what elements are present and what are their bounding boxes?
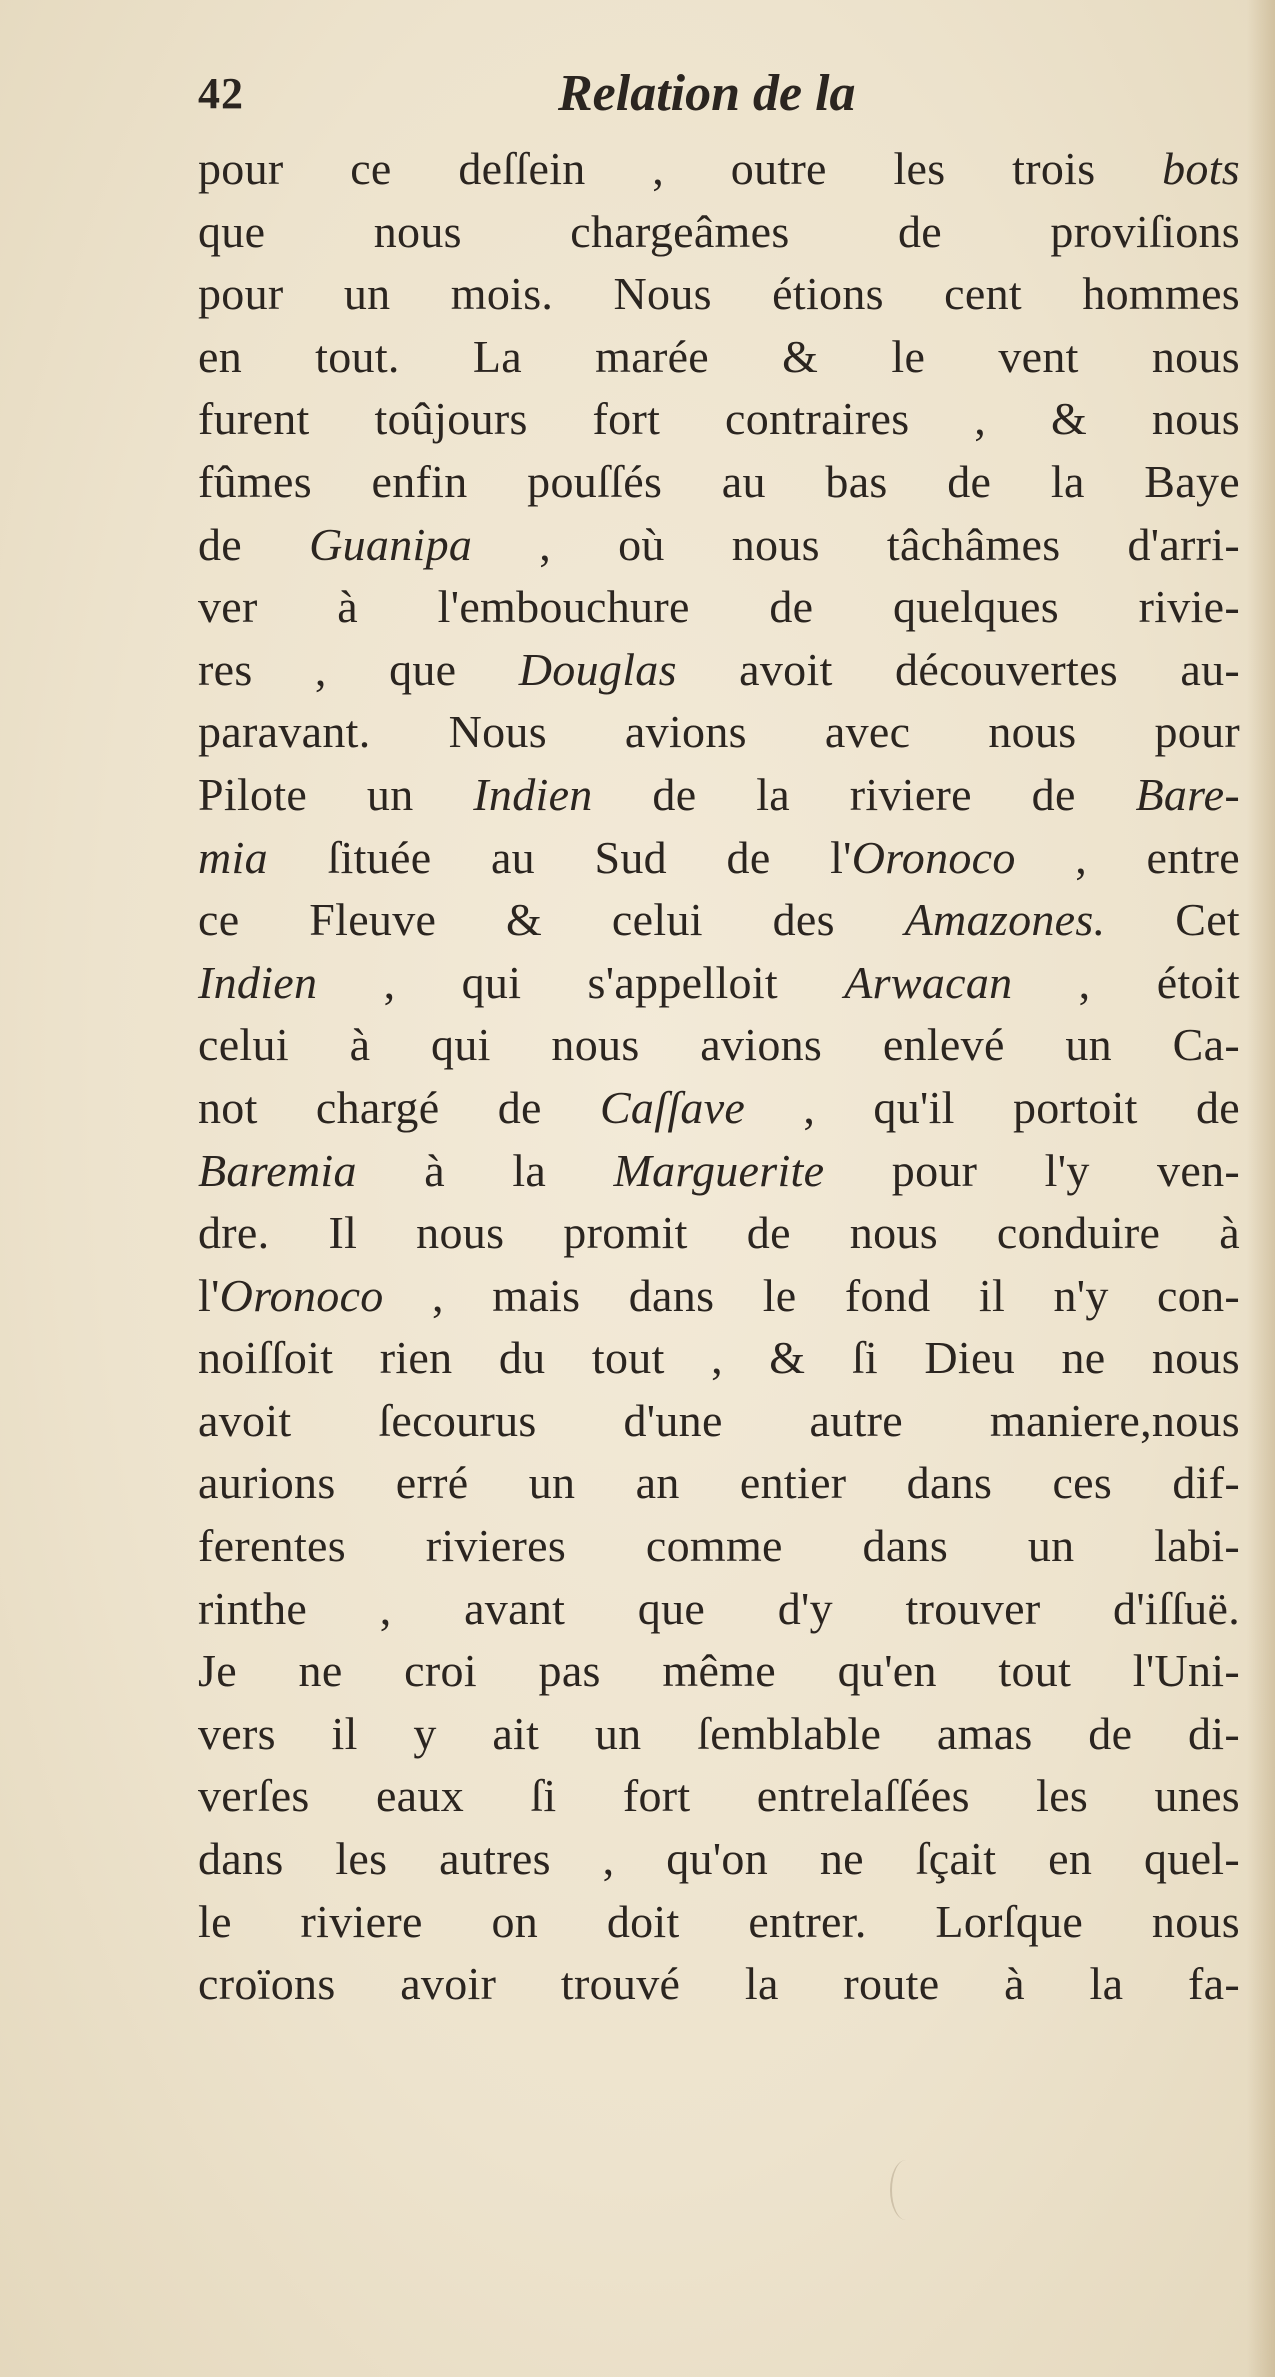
text-segment: , étoit — [1012, 956, 1240, 1008]
text-line — [198, 952, 1240, 1015]
text-segment: noiſſoit rien du tout , & ſi Dieu ne nous — [198, 1332, 1240, 1384]
text-segment: avoit ſecourus d'une autre maniere,nous — [198, 1394, 1240, 1446]
text-segment: paravant. Nous avions avec nous pour — [198, 706, 1240, 758]
italic-segment: Oronoco — [219, 1269, 384, 1321]
text-segment: pour un mois. Nous étions cent hommes — [198, 268, 1240, 320]
text-segment: pour l'y ven- — [824, 1144, 1240, 1196]
text-segment: croïons avoir trouvé la route à la fa- — [198, 1958, 1240, 2010]
text-line — [198, 1202, 1240, 1265]
text-segment: Je ne croi pas même qu'en tout l'Uni- — [198, 1645, 1240, 1697]
body-text — [198, 138, 1240, 2016]
italic-segment: Baremia — [198, 1144, 357, 1196]
text-line — [198, 701, 1240, 764]
text-segment: de — [198, 518, 310, 570]
text-line — [198, 1703, 1240, 1766]
text-segment: not chargé de — [198, 1081, 600, 1133]
text-line — [198, 1327, 1240, 1390]
italic-segment: Bare- — [1135, 768, 1240, 820]
paper-mark — [890, 2160, 922, 2220]
text-line — [198, 827, 1240, 890]
text-segment: , qui s'appelloit — [317, 956, 845, 1008]
text-segment: celui à qui nous avions enlevé un Ca- — [198, 1019, 1240, 1071]
text-line — [198, 1140, 1240, 1203]
text-line — [198, 1390, 1240, 1453]
text-segment: ver à l'embouchure de quelques rivie- — [198, 581, 1240, 633]
italic-segment: Caſſave — [599, 1081, 746, 1133]
text-segment: dans les autres , qu'on ne ſçait en quel- — [198, 1833, 1240, 1885]
text-line — [198, 451, 1240, 514]
text-line — [198, 1828, 1240, 1891]
text-segment: aurions erré un an entier dans ces dif- — [198, 1457, 1240, 1509]
text-segment: que nous chargeâmes de proviſions — [198, 205, 1240, 257]
text-segment: l' — [198, 1269, 220, 1321]
text-line — [198, 1891, 1240, 1954]
text-segment: en tout. La marée & le vent nous — [198, 330, 1240, 382]
text-line — [198, 263, 1240, 326]
text-segment: le riviere on doit entrer. Lorſque nous — [198, 1895, 1240, 1947]
italic-segment: mia — [198, 831, 268, 883]
italic-segment: Douglas — [518, 643, 677, 695]
text-segment: , qu'il portoit de — [745, 1081, 1241, 1133]
text-segment: rinthe , avant que d'y trouver d'iſſuë. — [198, 1582, 1240, 1634]
italic-segment: Indien — [198, 956, 318, 1008]
italic-segment: Marguerite — [613, 1144, 825, 1196]
text-line — [198, 1765, 1240, 1828]
italic-segment: Amazones. — [904, 894, 1106, 946]
text-segment: fûmes enfin pouſſés au bas de la Baye — [198, 455, 1240, 507]
text-segment: à la — [356, 1144, 614, 1196]
page-header — [198, 65, 1238, 138]
text-line — [198, 764, 1240, 827]
text-line — [198, 1077, 1240, 1140]
text-segment: pour ce deſſein , outre les trois — [198, 143, 1163, 194]
text-segment: de la riviere de — [592, 768, 1136, 820]
text-line — [198, 639, 1240, 702]
text-segment: avoit découvertes au- — [676, 643, 1240, 695]
text-segment: ferentes rivieres comme dans un labi- — [198, 1520, 1240, 1572]
text-segment: , où nous tâchâmes d'arri- — [472, 518, 1240, 570]
italic-segment: Guanipa — [309, 518, 473, 570]
italic-segment: Arwacan — [844, 956, 1013, 1008]
italic-segment: Indien — [473, 768, 593, 820]
italic-segment: bots — [1162, 143, 1240, 194]
text-segment: verſes eaux ſi fort entrelaſſées les unes — [198, 1770, 1240, 1822]
italic-segment: Oronoco — [851, 831, 1016, 883]
text-line — [198, 326, 1240, 389]
text-line — [198, 1640, 1240, 1703]
text-segment: Pilote un — [198, 768, 474, 820]
text-segment: furent toûjours fort contraires , & nous — [198, 393, 1240, 445]
text-segment: , entre — [1015, 831, 1240, 883]
text-segment: vers il y ait un ſemblable amas de di- — [198, 1707, 1240, 1759]
text-line — [198, 1515, 1240, 1578]
text-line — [198, 201, 1240, 264]
text-segment: , mais dans le fond il n'y con- — [383, 1269, 1240, 1321]
running-head: Relation de la — [558, 65, 856, 122]
text-segment: Cet — [1105, 894, 1240, 946]
text-line — [198, 138, 1240, 201]
text-line — [198, 1014, 1240, 1077]
text-line — [198, 1452, 1240, 1515]
text-line — [198, 576, 1240, 639]
text-segment: res , que — [198, 643, 519, 695]
text-line — [198, 1578, 1240, 1641]
page-number: 42 — [198, 69, 244, 118]
text-line — [198, 889, 1240, 952]
text-line — [198, 1953, 1240, 2016]
text-line — [198, 388, 1240, 451]
text-segment: dre. Il nous promit de nous conduire à — [198, 1207, 1240, 1259]
text-segment: ce Fleuve & celui des — [198, 894, 905, 946]
text-line — [198, 514, 1240, 577]
text-line — [198, 1265, 1240, 1328]
page-edge-shadow — [1247, 0, 1275, 2377]
text-segment: ſituée au Sud de l' — [267, 831, 852, 883]
